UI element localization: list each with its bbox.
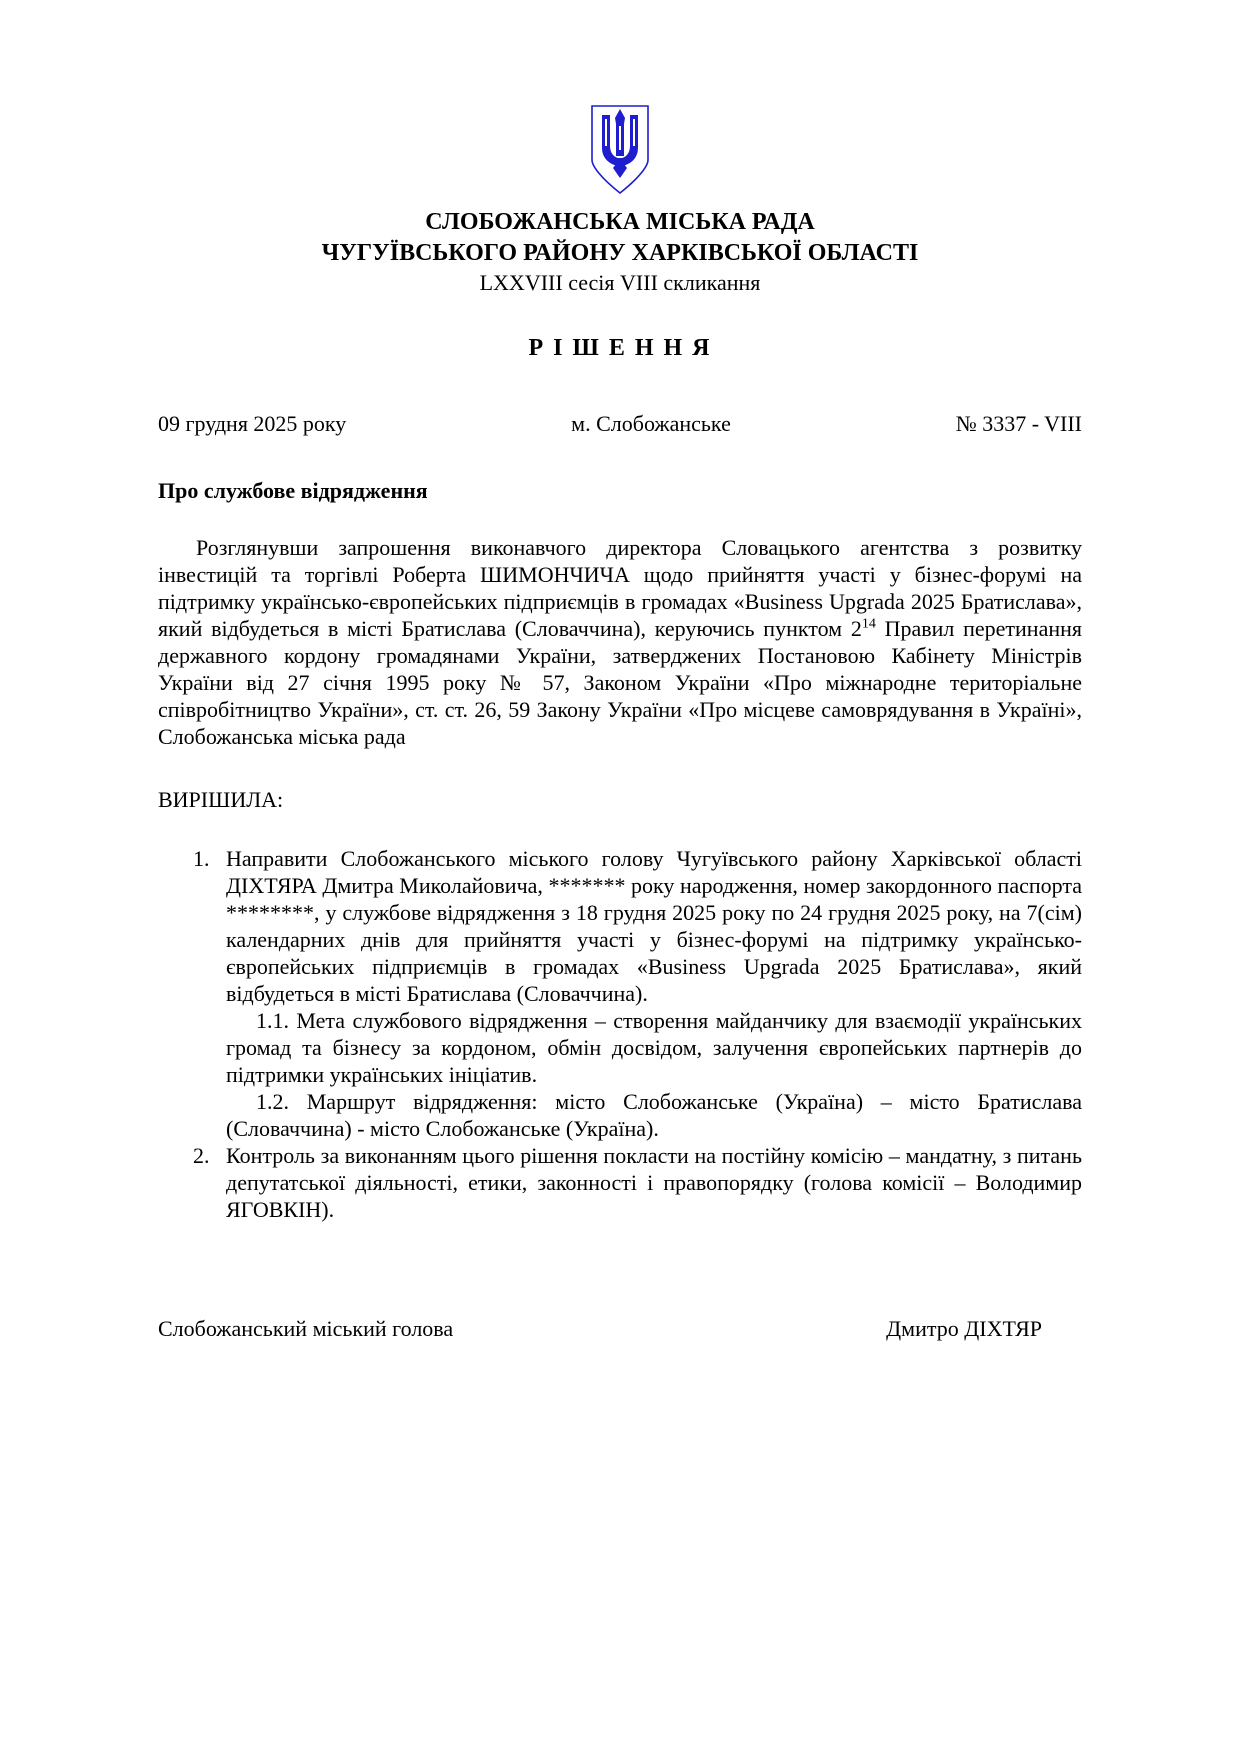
preamble-text-part2: Правил перетинання державного кордону громадянами України, затверджених Постановою Кабінету Міністрів України від 27 січня 1995 року № 57, Законом України «Про міжнародне територіальне співробітництво України», ст. ст. 26, 59 Закону України «Про місцеве самоврядування в Україні», Слобожанська міська рада bbox=[158, 616, 1083, 749]
emblem-container bbox=[158, 0, 1082, 202]
preamble-superscript: 14 bbox=[861, 616, 876, 632]
list-item-2-text: Контроль за виконанням цього рішення покласти на постійну комісію – мандатну, з питань депутатської діяльності, етики, законності і правопорядку (голова комісії – Володимир ЯГОВКІН). bbox=[226, 1143, 1082, 1222]
signature-row bbox=[158, 1315, 1082, 1342]
resolved-label: ВИРІШИЛА: bbox=[158, 787, 284, 812]
signature-position: Слобожанський міський голова bbox=[158, 1316, 454, 1341]
decision-items-list bbox=[193, 845, 1082, 1223]
list-item-2-number: 2. bbox=[193, 1143, 210, 1168]
decision-number: № 3337 - VIII bbox=[955, 411, 1082, 436]
org-name-line2: ЧУГУЇВСЬКОГО РАЙОНУ ХАРКІВСЬКОЇ ОБЛАСТІ bbox=[321, 240, 919, 266]
subject-line: Про службове відрядження bbox=[158, 478, 428, 503]
list-item-1-1: 1.1. Мета службового відрядження – створення майданчику для взаємодії українських громад та бізнесу за кордоном, обмін досвідом, залучення європейських партнерів до підтримки українських ініціатив. bbox=[226, 1008, 1082, 1087]
list-item-1-2: 1.2. Маршрут відрядження: місто Слобожанське (Україна) – місто Братислава (Словаччина) - місто Слобожанське (Україна). bbox=[226, 1089, 1082, 1141]
decision-date: 09 грудня 2025 року bbox=[158, 411, 347, 436]
list-item-1 bbox=[193, 845, 1082, 1142]
decision-place: м. Слобожанське bbox=[571, 411, 731, 436]
preamble-text-part1: Розглянувши запрошення виконавчого директора Словацького агентства з розвитку інвестицій та торгівлі Роберта ШИМОНЧИЧА щодо прийняття участі у бізнес-форумі на підтримку українсько-європейських підприємців в громадах «Business Upgrada 2025 Братислава», який відбудеться в місті Братислава (Словаччина), керуючись пунктом 2 bbox=[158, 535, 1082, 641]
ukraine-trident-emblem-icon bbox=[589, 104, 651, 196]
meta-row bbox=[158, 410, 1082, 437]
list-item-2 bbox=[193, 1142, 1082, 1223]
org-name-line1: СЛОБОЖАНСЬКА МІСЬКА РАДА bbox=[425, 209, 815, 235]
list-item-1-number: 1. bbox=[193, 846, 210, 871]
list-item-1-text: Направити Слобожанського міського голову Чугуївського району Харківської області ДІХТЯРА Дмитра Миколайовича, ******* року народження, номер закордонного паспорта ********, у службове відрядження з 18 грудня 2025 року по 24 грудня 2025 року, на 7(сім) календарних днів для прийняття участі у бізнес-форумі на підтримку українсько-європейських підприємців в громадах «Business Upgrada 2025 Братислава», який відбудеться в місті Братислава (Словаччина). bbox=[226, 846, 1082, 1006]
session-line: LXXVIII сесія VIII скликання bbox=[479, 270, 761, 295]
preamble-paragraph bbox=[158, 534, 1082, 750]
signature-name: Дмитро ДІХТЯР bbox=[886, 1316, 1042, 1341]
document-type-title: Р І Ш Е Н Н Я bbox=[528, 335, 712, 361]
